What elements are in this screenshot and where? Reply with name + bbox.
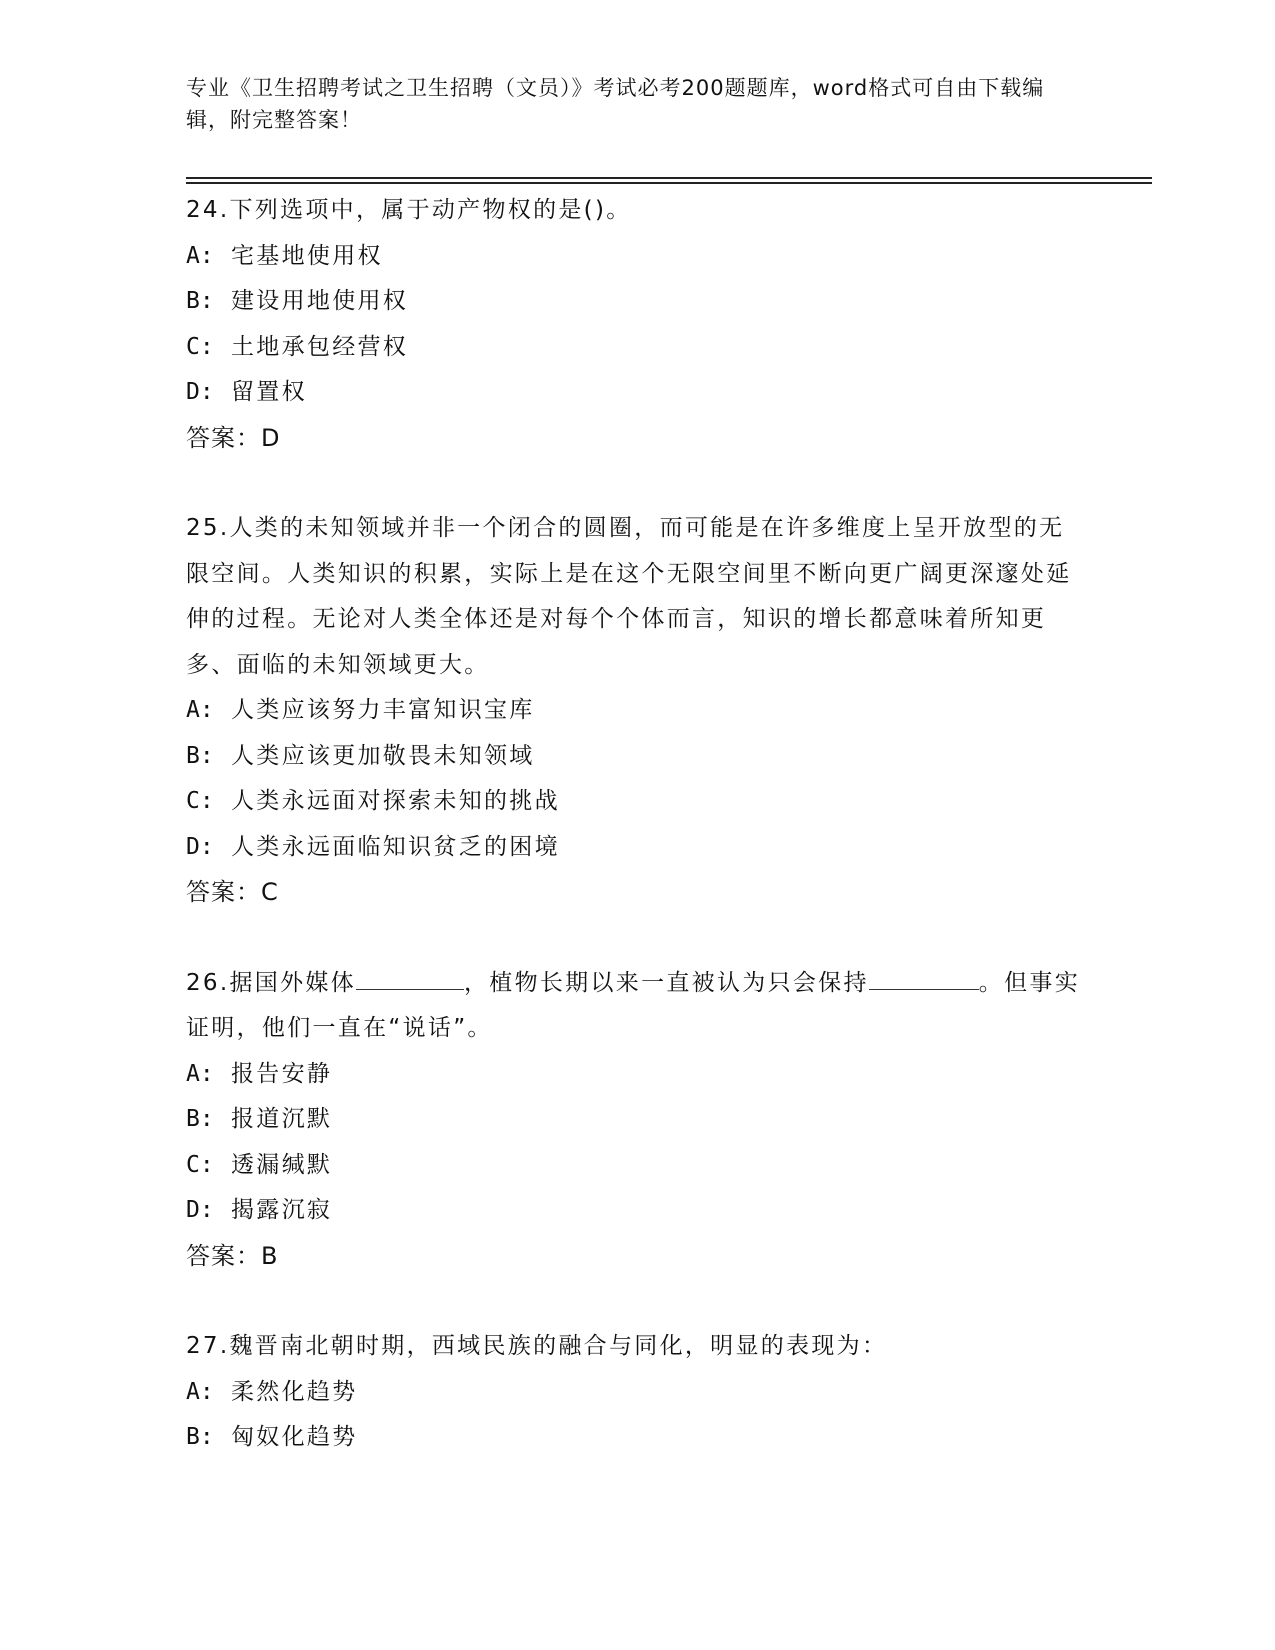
question-stem: 25.人类的未知领域并非一个闭合的圆圈，而可能是在许多维度上呈开放型的无限空间。人类知识的积累，实际上是在这个无限空间里不断向更广阔更深邃处延伸的过程。无论对人类全体还是对每个个体而言，知识的增长都意味着所知更多、面临的未知领域更大。 xyxy=(186,515,1072,678)
answer-line: 答案：C xyxy=(186,878,279,906)
question-27 xyxy=(186,1324,1086,1461)
option-c xyxy=(186,325,1086,371)
stem-part-3: 。但事实证明，他们一直在“说话”。 xyxy=(186,969,1080,1041)
option-letter: D: xyxy=(186,1197,214,1223)
option-a xyxy=(186,1052,1086,1098)
question-stem: 27.魏晋南北朝时期，西域民族的融合与同化，明显的表现为： xyxy=(186,1333,888,1359)
option-a xyxy=(186,1370,1086,1416)
option-text: 人类应该更加敬畏未知领域 xyxy=(231,742,535,769)
option-a xyxy=(186,688,1086,734)
option-text: 土地承包经营权 xyxy=(231,333,409,360)
option-text: 揭露沉寂 xyxy=(231,1197,333,1223)
option-text: 留置权 xyxy=(231,379,307,405)
option-text: 宅基地使用权 xyxy=(231,242,383,269)
option-letter: A: xyxy=(186,242,214,269)
option-text: 人类应该努力丰富知识宝库 xyxy=(231,697,535,723)
option-text: 透漏缄默 xyxy=(231,1151,333,1178)
question-26 xyxy=(186,961,1086,1280)
answer-line: 答案：B xyxy=(186,1241,279,1270)
option-letter: B: xyxy=(186,742,214,769)
option-b xyxy=(186,734,1086,780)
option-d xyxy=(186,370,1086,416)
option-text: 建设用地使用权 xyxy=(231,288,409,314)
option-letter: D: xyxy=(186,379,214,405)
question-list xyxy=(186,188,1086,1506)
option-letter: B: xyxy=(186,288,214,314)
option-letter: A: xyxy=(186,1378,214,1405)
question-25 xyxy=(186,506,1086,916)
option-c xyxy=(186,1143,1086,1189)
option-c xyxy=(186,779,1086,825)
option-letter: C: xyxy=(186,1151,214,1178)
fill-blank-1 xyxy=(356,967,464,990)
option-text: 柔然化趋势 xyxy=(231,1378,358,1405)
option-text: 匈奴化趋势 xyxy=(231,1424,358,1450)
stem-part-2: ，植物长期以来一直被认为只会保持 xyxy=(463,969,869,996)
header-divider-top xyxy=(186,177,1152,179)
header-divider-bottom xyxy=(186,182,1152,184)
option-letter: B: xyxy=(186,1424,214,1450)
question-stem: 24.下列选项中，属于动产物权的是()。 xyxy=(186,197,632,223)
option-letter: A: xyxy=(186,697,214,723)
option-text: 人类永远面临知识贫乏的困境 xyxy=(231,833,560,860)
option-letter: B: xyxy=(186,1106,214,1132)
fill-blank-2 xyxy=(869,967,979,990)
option-text: 人类永远面对探索未知的挑战 xyxy=(231,788,560,814)
option-letter: D: xyxy=(186,833,214,860)
option-b xyxy=(186,1415,1086,1461)
option-text: 报告安静 xyxy=(231,1060,333,1087)
question-stem xyxy=(186,961,1086,1052)
option-d xyxy=(186,1188,1086,1234)
option-b xyxy=(186,279,1086,325)
option-letter: C: xyxy=(186,788,214,814)
stem-part-1: 26.据国外媒体 xyxy=(186,969,356,996)
option-letter: A: xyxy=(186,1060,214,1087)
option-b xyxy=(186,1097,1086,1143)
option-a xyxy=(186,234,1086,280)
option-d xyxy=(186,825,1086,871)
option-text: 报道沉默 xyxy=(231,1106,333,1132)
question-24 xyxy=(186,188,1086,461)
answer-line: 答案：D xyxy=(186,423,281,452)
option-letter: C: xyxy=(186,333,214,360)
document-header: 专业《卫生招聘考试之卫生招聘（文员）》考试必考200题题库，word格式可自由下载编辑，附完整答案！ xyxy=(186,76,1045,132)
